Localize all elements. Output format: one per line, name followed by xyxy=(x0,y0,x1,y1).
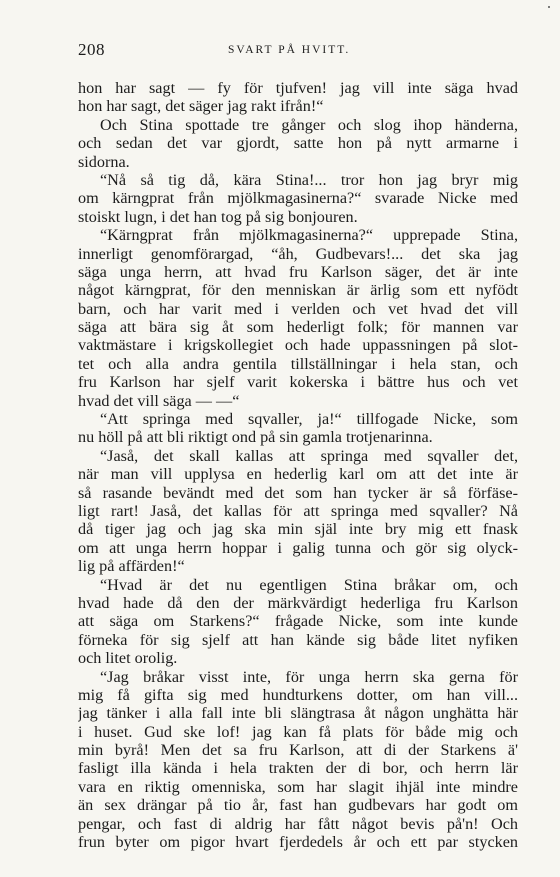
body-text xyxy=(78,79,518,851)
text-line: “Nå så tig då, kära Stina!... tror hon jag bryr mig xyxy=(100,170,518,189)
text-line: så rasande bevändt med det som han tycker är så förfäse- xyxy=(78,483,518,502)
text-line: “Kärngprat från mjölkmagasinerna?“ upprepade Stina, xyxy=(100,226,518,245)
text-line: fasligt illa kända i hela trakten der di bor, och herrn lär xyxy=(78,759,518,778)
text-line: fru Karlson har sjelf varit kokerska i bättre hus och vet xyxy=(78,373,518,392)
text-line: säga unga herrn, att hvad fru Karlson säger, det är inte xyxy=(78,262,518,281)
text-line: om kärngprat från mjölkmagasinerna?“ svarade Nicke med xyxy=(78,189,518,208)
running-head xyxy=(78,40,518,60)
running-title: SVART PÅ HVITT. xyxy=(228,44,351,56)
text-line: “Jaså, det skall kallas att springa med sqvaller det, xyxy=(100,446,518,465)
text-line: mig få gifta sig med hundturkens dotter, om han vill... xyxy=(78,685,518,704)
text-line: “Jag bråkar visst inte, för unga herrn ska gerna för xyxy=(100,667,518,686)
text-line: hon har sagt — fy för tjufven! jag vill inte säga hvad xyxy=(78,79,518,97)
text-line: stoiskt lugn, i det han tog på sig bonjouren. xyxy=(78,207,358,226)
text-line: sidorna. xyxy=(78,152,130,171)
text-line: jag tänker i alla fall inte bli slängtrasa åt någon unghätta här xyxy=(78,704,518,723)
text-line: i huset. Gud ske lof! jag kan få plats för både mig och xyxy=(78,722,518,741)
text-line: Och Stina spottade tre gånger och slog ihop händerna, xyxy=(100,115,518,134)
page-number: 208 xyxy=(78,40,105,59)
text-line: och sedan det var gjordt, satte hon på nytt armarne i xyxy=(78,134,518,153)
text-line: hvad det vill säga — —“ xyxy=(78,391,240,410)
text-line: lig på affärden!“ xyxy=(78,557,185,576)
text-line: ligt rart! Jaså, det kallas för att springa med sqvaller? Nå xyxy=(78,501,518,520)
corner-speck xyxy=(548,6,550,8)
text-line: hon har sagt, det säger jag rakt ifrån!“ xyxy=(78,97,324,116)
text-line: än sex drängar på tio år, fast han gudbevars har godt om xyxy=(78,796,518,815)
text-line: barn, och har varit med i verlden och vet hvad det vill xyxy=(78,299,518,318)
text-line: något kärngprat, för den menniskan är ärlig som ett nyfödt xyxy=(78,281,518,300)
text-line: då tiger jag och jag ska min själ inte bry mig ett fnask xyxy=(78,520,518,539)
text-line: pengar, och fast di aldrig har fått något bevis på'n! Och xyxy=(78,814,518,833)
text-line: nu höll på att bli riktigt ond på sin gamla trotjenarinna. xyxy=(78,428,433,447)
text-line: att säga om Starkens?“ frågade Nicke, som inte kunde xyxy=(78,612,518,631)
text-line: vaktmästare i krigskollegiet och hade uppassningen på slot- xyxy=(78,336,518,355)
text-line: “Hvad är det nu egentligen Stina bråkar om, och xyxy=(100,575,518,594)
text-line: frun byter om pigor hvart fjerdedels år och ett par stycken xyxy=(78,833,518,852)
text-line: hvad hade då den der märkvärdigt hederliga fru Karlson xyxy=(78,593,518,612)
text-line: när man vill upplysa en hederlig karl om att det inte är xyxy=(78,465,518,484)
text-line: om att unga herrn hoppar i galig tunna och gör sig olyck- xyxy=(78,538,518,557)
text-line: säga att bära sig åt som hederligt folk; för mannen var xyxy=(78,318,518,337)
text-line: min byrå! Men det sa fru Karlson, att di der Starkens ä' xyxy=(78,741,518,760)
text-line: förneka för sig sjelf att han kände sig både litet nyfiken xyxy=(78,630,518,649)
text-line: innerligt genomförargad, “åh, Gudbevars!... det ska jag xyxy=(78,244,518,263)
text-line: vara en riktig omenniska, som har slagit ihjäl inte mindre xyxy=(78,777,518,796)
text-line: och litet orolig. xyxy=(78,649,178,668)
text-line: “Att springa med sqvaller, ja!“ tillfogade Nicke, som xyxy=(100,410,518,429)
text-line: tet och alla andra gentila tillställningar i hela stan, och xyxy=(78,354,518,373)
